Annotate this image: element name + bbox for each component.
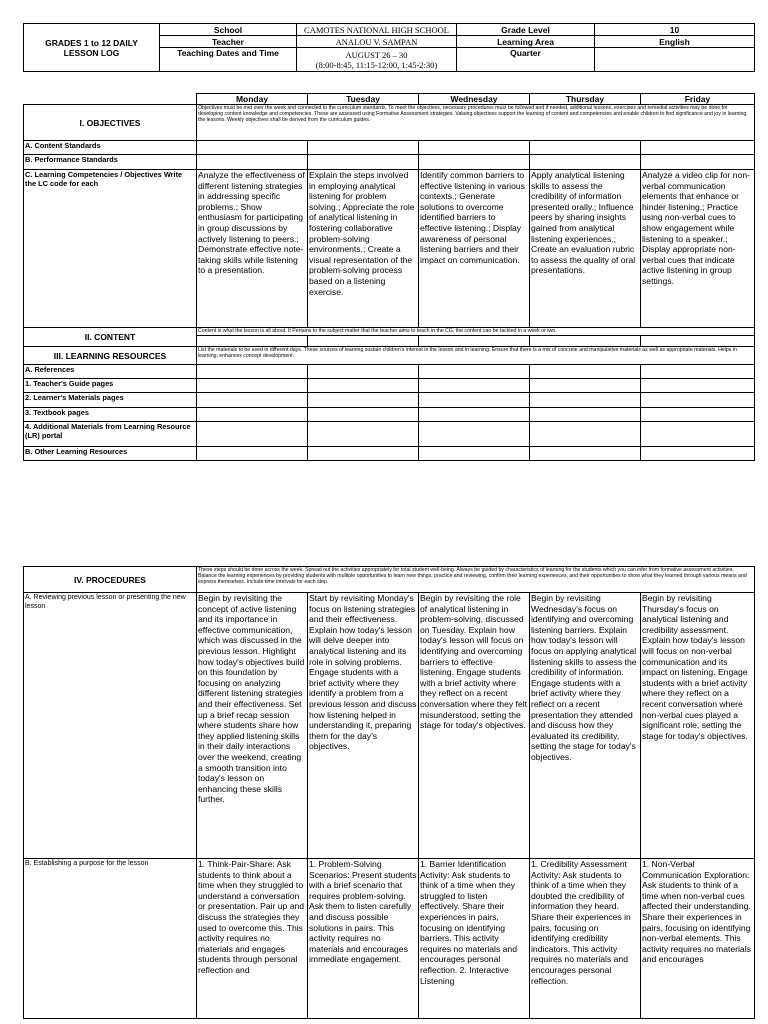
content-title: II. CONTENT <box>24 328 197 347</box>
teacher-label: Teacher <box>160 36 297 48</box>
teacher-value: ANALOU V. SAMPAN <box>297 36 457 48</box>
procedure-a-wednesday: Begin by revisiting the role of analytical listening in problem-solving, discussed on Tuesday. Explain how today's lesson will focus on identifying and overcoming barriers to effective listening. Engage students with a brief activity where they reflect on a recent conversation where they felt misunderstood, setting the stage for today's objectives. <box>419 593 530 859</box>
day-header-monday: Monday <box>197 94 308 105</box>
competency-monday: Analyze the effectiveness of different listening strategies in addressing specific problems.; Show enthusiasm for participating in group discussions by actively listening to peers.; Demonstrate effective note-taking skills while listening to a presentation. <box>197 170 308 328</box>
resource-row-label: 4. Additional Materials from Learning Resource (LR) portal <box>24 422 197 447</box>
competencies-label: C. Learning Competencies / Objectives Write the LC code for each <box>24 170 197 328</box>
resource-row-label: A. References <box>24 365 197 379</box>
content-standards-label: A. Content Standards <box>24 141 197 155</box>
quarter-label: Quarter <box>457 48 595 72</box>
header-table <box>23 23 755 72</box>
times-value: (8:00-8:45, 11:15-12:00, 1:45-2:30) <box>315 59 438 70</box>
area-value: English <box>595 36 755 48</box>
resource-row-label: 1. Teacher's Guide pages <box>24 379 197 393</box>
procedure-a-tuesday: Start by revisiting Monday's focus on listening strategies and their effectiveness. Explain how today's lesson will delve deeper into analytical listening and its role in solving problems. Engage students with a brief activity where they identify a problem from a previous lesson and discuss how listening helped in understanding it, preparing them for the day's objectives. <box>308 593 419 859</box>
procedure-b-tuesday: 1. Problem-Solving Scenarios: Present students with a brief scenario that requires problem-solving. Ask them to listen carefully and discuss possible solutions in pairs. This activity requires no materials and encourages immediate engagement. <box>308 859 419 1019</box>
school-value: CAMOTES NATIONAL HIGH SCHOOL <box>297 24 457 36</box>
competency-friday: Analyze a video clip for non-verbal communication elements that enhance or hinder listening.; Practice using non-verbal cues to show engagement while listening to a speaker.; Display appropriate non-verbal cues that indicate active listening in group settings. <box>641 170 755 328</box>
procedure-a-label: A. Reviewing previous lesson or presenting the new lesson <box>24 593 197 859</box>
resource-row-label: B. Other Learning Resources <box>24 447 197 461</box>
procedures-title: IV. PROCEDURES <box>24 567 197 593</box>
content-note: Content is what the lesson is all about. It Pertains to the subject matter that the teacher aims to teach in the CG, the content can be tackled in a week or two. <box>197 328 755 336</box>
school-label: School <box>160 24 297 36</box>
resources-title: III. LEARNING RESOURCES <box>24 347 197 365</box>
dates-cell <box>297 48 457 72</box>
grade-label: Grade Level <box>457 24 595 36</box>
procedures-note: These steps should be done across the week. Spread out the activities appropriately for total student well-being. Always be guided by characteristics of learning for the students which you can infer from formative assessment activities. Balance the learning experiences by providing students with multiple opportunities to learn new things, practice and reviewing, confirm their learning experiences, and their opportunities to show what they learned through various means and express themselves. Include time intervals for each step. <box>197 567 755 593</box>
day-header-wednesday: Wednesday <box>419 94 530 105</box>
grade-value: 10 <box>595 24 755 36</box>
competency-wednesday: Identify common barriers to effective listening in various contexts.; Generate solutions to overcome identified barriers to effective listening.; Display awareness of personal listening barriers and their impact on communication. <box>419 170 530 328</box>
procedures-table <box>23 566 755 1019</box>
objectives-table <box>23 93 755 461</box>
procedure-b-friday: 1. Non-Verbal Communication Exploration: Ask students to think of a time when non-verbal cues affected their understanding. Share their experiences in pairs, focusing on identifying non-verbal elements. This activity requires no materials and encourages <box>641 859 755 1019</box>
day-header-friday: Friday <box>641 94 755 105</box>
day-header-thursday: Thursday <box>530 94 641 105</box>
log-title: GRADES 1 to 12 DAILY LESSON LOG <box>24 24 160 72</box>
objectives-note: Objectives must be met over the week and connected to the curriculum standards. To meet the objectives, necessary procedures must be followed and if needed, additional lessons, exercises and remedial activities may be done for developing content knowledge and competencies. These are assessed using Formative Assessment strategies. Valuing objectives support the learning of content and competencies and enable children to find significance and joy in learning the lessons. Weekly objectives shall be derived from the curriculum guides. <box>197 105 755 141</box>
procedure-b-thursday: 1. Credibility Assessment Activity: Ask students to think of a time when they doubted the credibility of information they heard. Share their experiences in pairs, focusing on identifying credibility indicators. This activity requires no materials and encourages personal reflection. <box>530 859 641 1019</box>
procedure-b-wednesday: 1. Barrier Identification Activity: Ask students to think of a time when they struggled to listen effectively. Share their experiences in pairs, focusing on identifying barriers. This activity requires no materials and encourages personal reflection. 2. Interactive Listening <box>419 859 530 1019</box>
procedure-a-thursday: Begin by revisiting Wednesday's focus on identifying and overcoming listening barriers. Explain how today's lesson will focus on applying analytical listening skills to assess the credibility of information. Engage students with a brief activity where they reflect on a recent presentation they attended and discuss how they evaluated its credibility, setting the stage for today's objectives. <box>530 593 641 859</box>
competency-thursday: Apply analytical listening skills to assess the credibility of information presented orally.; Influence peers by sharing insights gained from analytical listening experiences.; Create an evaluation rubric to assess the quality of oral presentations. <box>530 170 641 328</box>
resource-row-label: 3. Textbook pages <box>24 408 197 422</box>
performance-standards-label: B. Performance Standards <box>24 155 197 170</box>
resources-note: List the materials to be used in different days. These sources of learning sustain children's interest in the lesson and in learning. Ensure that there is a mix of concrete and manipulative materials as well as appropriate materials. Helps in learning, enhances concept development. <box>197 347 755 365</box>
dates-label: Teaching Dates and Time <box>160 48 297 72</box>
procedure-a-friday: Begin by revisiting Thursday's focus on analytical listening and credibility assessment. Explain how today's lesson will focus on non-verbal communication and its impact on listening. Engage students with a brief activity where they reflect on a recent conversation where non-verbal cues played a significant role, setting the stage for today's objectives. <box>641 593 755 859</box>
objectives-title: I. OBJECTIVES <box>24 105 197 141</box>
area-label: Learning Area <box>457 36 595 48</box>
procedure-b-monday: 1. Think-Pair-Share: Ask students to think about a time when they struggled to understand a conversation or presentation. Pair up and discuss the strategies they used to overcome this. This activity requires no materials and engages students through personal reflection and <box>197 859 308 1019</box>
resource-row-label: 2. Learner's Materials pages <box>24 393 197 408</box>
day-header-tuesday: Tuesday <box>308 94 419 105</box>
quarter-value <box>595 48 755 72</box>
procedure-b-label: B. Establishing a purpose for the lesson <box>24 859 197 1019</box>
dates-value: AUGUST 26 – 30 <box>345 49 408 60</box>
procedure-a-monday: Begin by revisiting the concept of active listening and its importance in effective communication, which was discussed in the previous lesson. Highlight how today's objectives build on this foundation by focusing on analyzing different listening strategies and their effectiveness. Set up a brief recap session where students share how they applied listening skills in their daily interactions over the weekend, creating a smooth transition into today's lesson on enhancing these skills further. <box>197 593 308 859</box>
competency-tuesday: Explain the steps involved in employing analytical listening for problem solving.; Appreciate the role of analytical listening in fostering collaborative problem-solving environments.; Create a visual representation of the problem-solving process based on a listening exercise. <box>308 170 419 328</box>
